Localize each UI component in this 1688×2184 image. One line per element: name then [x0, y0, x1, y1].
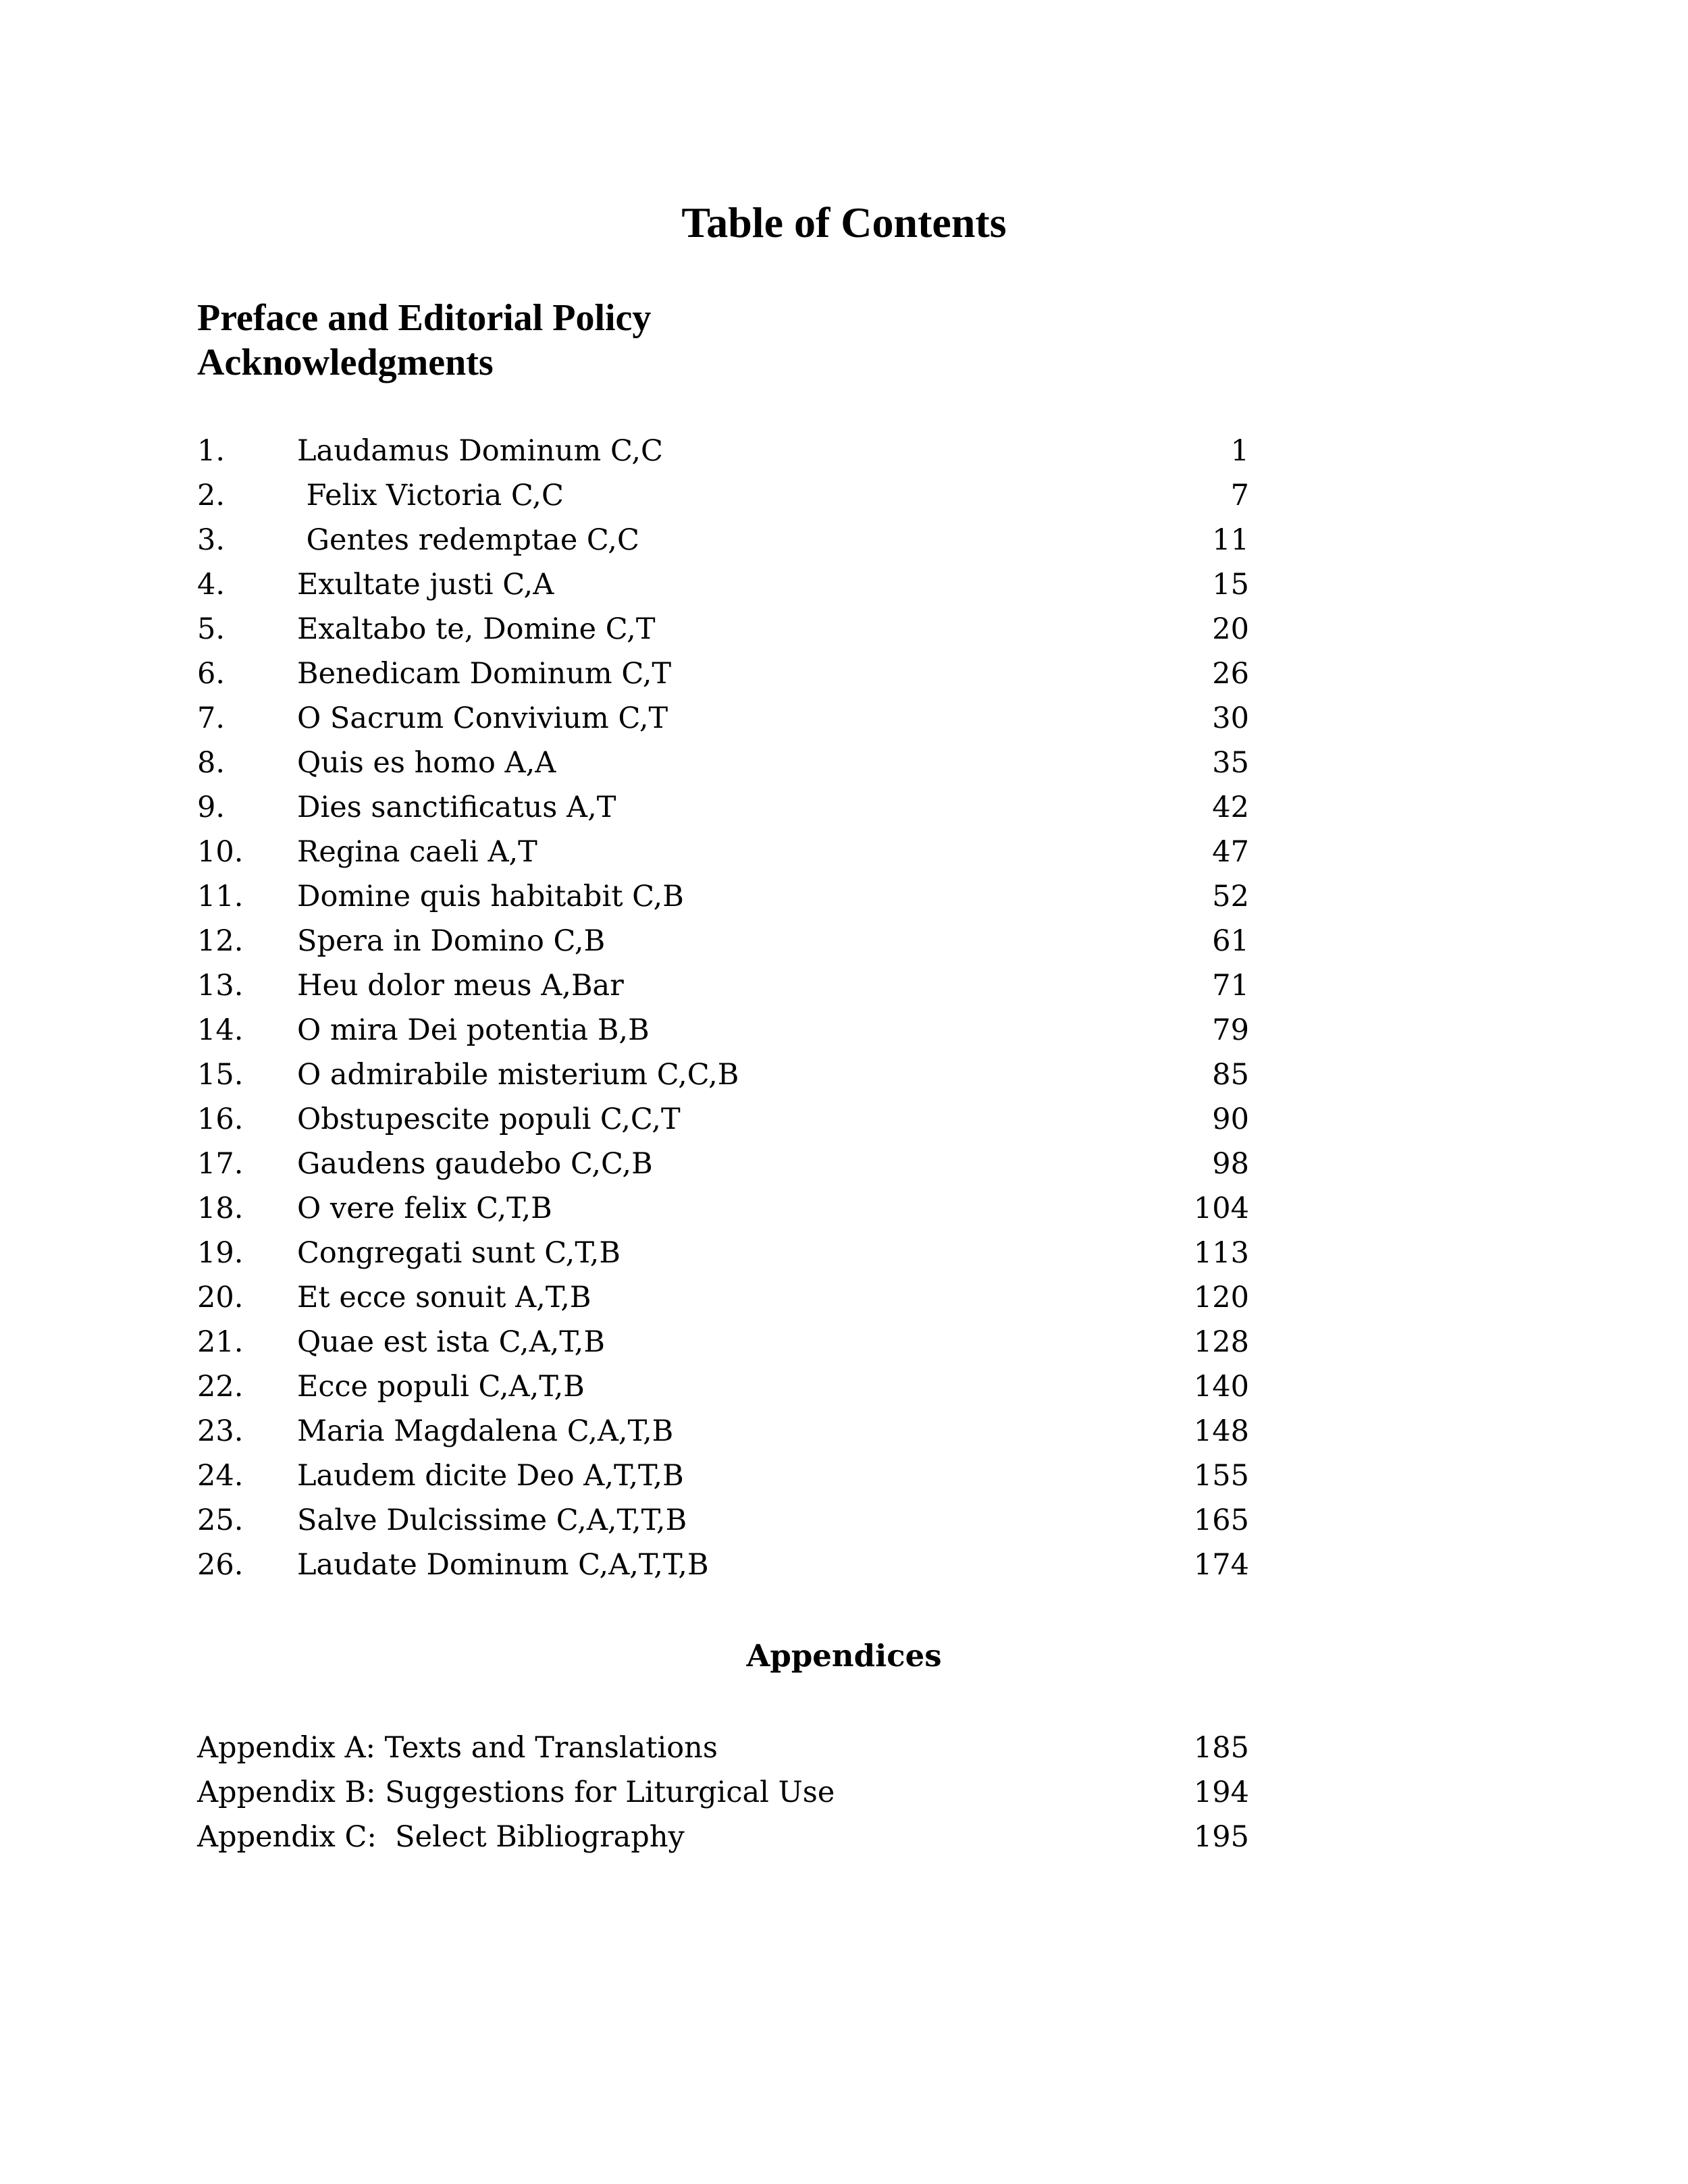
toc-entry[interactable]	[197, 874, 1249, 919]
toc-entry-title: Maria Magdalena C,A,T,B	[297, 1414, 674, 1448]
toc-entry-title: Laudamus Dominum C,C	[297, 434, 663, 468]
toc-entry-number: 5.	[197, 612, 226, 646]
toc-entry-title: O admirabile misterium C,C,B	[297, 1058, 739, 1092]
appendix-entry-page: 195	[1193, 1820, 1249, 1854]
toc-entry-page: 61	[1212, 924, 1249, 958]
toc-entry-page: 148	[1193, 1414, 1249, 1448]
toc-entry-number: 23.	[197, 1414, 244, 1448]
toc-entry-page: 98	[1212, 1147, 1249, 1181]
toc-entry-page: 11	[1212, 523, 1249, 557]
toc-entry-page: 165	[1193, 1503, 1249, 1537]
toc-entry-title: Laudate Dominum C,A,T,T,B	[297, 1548, 709, 1582]
toc-entry-title: Felix Victoria C,C	[297, 479, 564, 512]
toc-entry-title: Laudem dicite Deo A,T,T,B	[297, 1459, 684, 1493]
toc-entry-title: Ecce populi C,A,T,B	[297, 1370, 585, 1404]
toc-entry-number: 3.	[197, 523, 226, 557]
toc-entry[interactable]	[197, 919, 1249, 963]
appendix-list	[197, 1726, 1249, 1859]
appendix-entry-page: 194	[1193, 1776, 1249, 1809]
toc-entry-number: 4.	[197, 568, 226, 602]
toc-entry-number: 7.	[197, 701, 226, 735]
appendix-entry-title: Appendix A: Texts and Translations	[197, 1731, 718, 1765]
toc-entry-page: 71	[1212, 969, 1249, 1003]
toc-entry[interactable]	[197, 785, 1249, 830]
appendix-entry[interactable]	[197, 1726, 1249, 1770]
toc-entry-page: 113	[1193, 1236, 1249, 1270]
toc-entry[interactable]	[197, 741, 1249, 785]
toc-entry-title: Domine quis habitabit C,B	[297, 880, 684, 913]
toc-entry-page: 155	[1193, 1459, 1249, 1493]
toc-entry-number: 13.	[197, 969, 244, 1003]
toc-entry-number: 10.	[197, 835, 244, 869]
front-matter-item-preface[interactable]: Preface and Editorial Policy	[197, 297, 652, 339]
toc-entry-page: 52	[1212, 880, 1249, 913]
toc-entry-number: 18.	[197, 1192, 244, 1225]
toc-entry-number: 8.	[197, 746, 226, 780]
toc-entry-title: Gentes redemptae C,C	[297, 523, 639, 557]
toc-entry-title: Salve Dulcissime C,A,T,T,B	[297, 1503, 687, 1537]
toc-entry-title: Benedicam Dominum C,T	[297, 657, 672, 691]
front-matter-item-acknowledgments[interactable]: Acknowledgments	[197, 342, 494, 383]
toc-entry-page: 1	[1230, 434, 1249, 468]
toc-entry-number: 24.	[197, 1459, 244, 1493]
toc-entry[interactable]	[197, 1097, 1249, 1142]
toc-entry-number: 19.	[197, 1236, 244, 1270]
toc-entry-title: Obstupescite populi C,C,T	[297, 1102, 681, 1136]
toc-entry[interactable]	[197, 1364, 1249, 1409]
toc-entry[interactable]	[197, 651, 1249, 696]
toc-entry-number: 14.	[197, 1013, 244, 1047]
toc-entry[interactable]	[197, 518, 1249, 562]
appendix-entry[interactable]	[197, 1770, 1249, 1815]
toc-entry-page: 85	[1212, 1058, 1249, 1092]
toc-entry-title: Exultate justi C,A	[297, 568, 554, 602]
toc-entry-page: 20	[1212, 612, 1249, 646]
toc-entry-number: 6.	[197, 657, 226, 691]
toc-entry[interactable]	[197, 1320, 1249, 1364]
toc-entry[interactable]	[197, 1454, 1249, 1498]
toc-entry-title: Congregati sunt C,T,B	[297, 1236, 621, 1270]
toc-entry[interactable]	[197, 473, 1249, 518]
toc-entry[interactable]	[197, 1409, 1249, 1454]
toc-entry-number: 26.	[197, 1548, 244, 1582]
toc-entry-number: 2.	[197, 479, 226, 512]
appendix-entry-page: 185	[1193, 1731, 1249, 1765]
toc-entry-page: 174	[1193, 1548, 1249, 1582]
toc-entry[interactable]	[197, 1053, 1249, 1097]
toc-entry[interactable]	[197, 562, 1249, 607]
toc-entry[interactable]	[197, 1008, 1249, 1053]
toc-entry-title: Regina caeli A,T	[297, 835, 537, 869]
toc-entry-title: Quae est ista C,A,T,B	[297, 1325, 605, 1359]
toc-list	[197, 429, 1249, 1587]
toc-entry-title: Exaltabo te, Domine C,T	[297, 612, 656, 646]
toc-entry-page: 128	[1193, 1325, 1249, 1359]
toc-entry-title: Quis es homo A,A	[297, 746, 556, 780]
toc-entry-number: 17.	[197, 1147, 244, 1181]
toc-entry-number: 11.	[197, 880, 244, 913]
toc-entry-page: 35	[1212, 746, 1249, 780]
toc-entry-title: O mira Dei potentia B,B	[297, 1013, 650, 1047]
toc-entry-page: 26	[1212, 657, 1249, 691]
toc-entry[interactable]	[197, 963, 1249, 1008]
toc-entry-number: 16.	[197, 1102, 244, 1136]
toc-entry-number: 22.	[197, 1370, 244, 1404]
toc-entry-title: Spera in Domino C,B	[297, 924, 606, 958]
toc-entry[interactable]	[197, 1275, 1249, 1320]
toc-entry[interactable]	[197, 607, 1249, 651]
toc-entry-number: 25.	[197, 1503, 244, 1537]
page-title: Table of Contents	[681, 198, 1007, 246]
toc-entry-page: 79	[1212, 1013, 1249, 1047]
toc-entry-page: 120	[1193, 1281, 1249, 1314]
toc-entry-page: 47	[1212, 835, 1249, 869]
toc-entry-title: O vere felix C,T,B	[297, 1192, 552, 1225]
toc-entry-page: 7	[1230, 479, 1249, 512]
toc-entry-page: 15	[1212, 568, 1249, 602]
appendix-entry-title: Appendix C: Select Bibliography	[197, 1820, 685, 1854]
toc-entry[interactable]	[197, 696, 1249, 741]
toc-entry-title: Heu dolor meus A,Bar	[297, 969, 624, 1003]
toc-entry-number: 20.	[197, 1281, 244, 1314]
toc-entry-number: 15.	[197, 1058, 244, 1092]
toc-entry-title: Dies sanctificatus A,T	[297, 791, 616, 824]
toc-entry[interactable]	[197, 1231, 1249, 1275]
toc-entry[interactable]	[197, 1543, 1249, 1587]
toc-entry[interactable]	[197, 429, 1249, 473]
toc-entry-number: 9.	[197, 791, 226, 824]
toc-entry-title: Gaudens gaudebo C,C,B	[297, 1147, 653, 1181]
toc-entry-page: 42	[1212, 791, 1249, 824]
front-matter	[197, 296, 651, 385]
toc-entry-title: Et ecce sonuit A,T,B	[297, 1281, 591, 1314]
toc-entry-page: 90	[1212, 1102, 1249, 1136]
toc-entry-page: 30	[1212, 701, 1249, 735]
toc-entry-number: 12.	[197, 924, 244, 958]
appendix-entry[interactable]	[197, 1815, 1249, 1859]
toc-entry[interactable]	[197, 830, 1249, 874]
appendices-heading: Appendices	[746, 1638, 942, 1674]
toc-entry-number: 1.	[197, 434, 226, 468]
toc-entry[interactable]	[197, 1498, 1249, 1543]
appendix-entry-title: Appendix B: Suggestions for Liturgical Use	[197, 1776, 835, 1809]
toc-entry-number: 21.	[197, 1325, 244, 1359]
toc-entry-page: 140	[1193, 1370, 1249, 1404]
toc-entry-title: O Sacrum Convivium C,T	[297, 701, 668, 735]
toc-entry-page: 104	[1193, 1192, 1249, 1225]
toc-entry[interactable]	[197, 1186, 1249, 1231]
toc-entry[interactable]	[197, 1142, 1249, 1186]
